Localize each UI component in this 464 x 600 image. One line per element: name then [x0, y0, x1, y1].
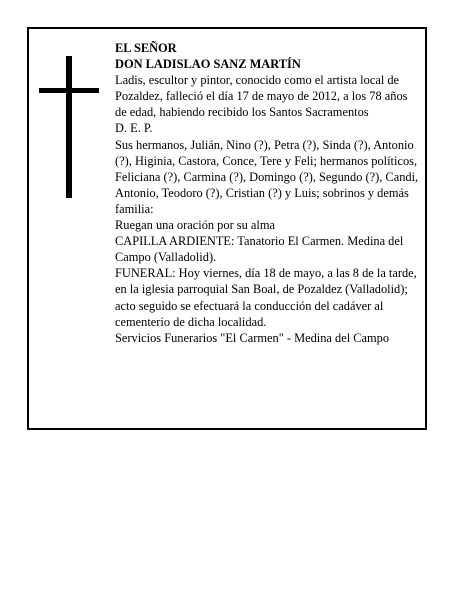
- family-paragraph: Sus hermanos, Julián, Nino (?), Petra (?), Sinda (?), Antonio (?), Higinia, Castora, Conce, Tere y Feli; hermanos políticos, Feliciana (?), Carmina (?), Domingo (?), Segundo (?), Candi, Antonio, Teodoro (?), Cristian (?) y Luis; sobrinos y demás familia:: [115, 137, 419, 216]
- deceased-name: DON LADISLAO SANZ MARTÍN: [115, 57, 301, 72]
- obituary-notice: [27, 27, 427, 430]
- dep-line: D. E. P.: [115, 121, 153, 136]
- funeral-paragraph: FUNERAL: Hoy viernes, día 18 de mayo, a las 8 de la tarde, en la iglesia parroquial San Boal, de Pozaldez (Valladolid); acto seguido se efectuará la conducción del cadáver al cementerio de dicha localidad.: [115, 266, 417, 329]
- prayer-line: Ruegan una oración por su alma: [115, 218, 275, 233]
- notice-title: EL SEÑOR: [115, 41, 177, 55]
- notice-text: [115, 40, 421, 346]
- cross-icon: [39, 56, 99, 198]
- funeral-services-line: Servicios Funerarios "El Carmen" - Medina del Campo: [115, 330, 390, 345]
- chapel-paragraph: CAPILLA ARDIENTE: Tanatorio El Carmen. Medina del Campo (Valladolid).: [115, 234, 404, 265]
- biography-paragraph: Ladis, escultor y pintor, conocido como el artista local de Pozaldez, falleció el día 17 de mayo de 2012, a los 78 años de edad, habiendo recibido los Santos Sacramentos: [115, 73, 408, 120]
